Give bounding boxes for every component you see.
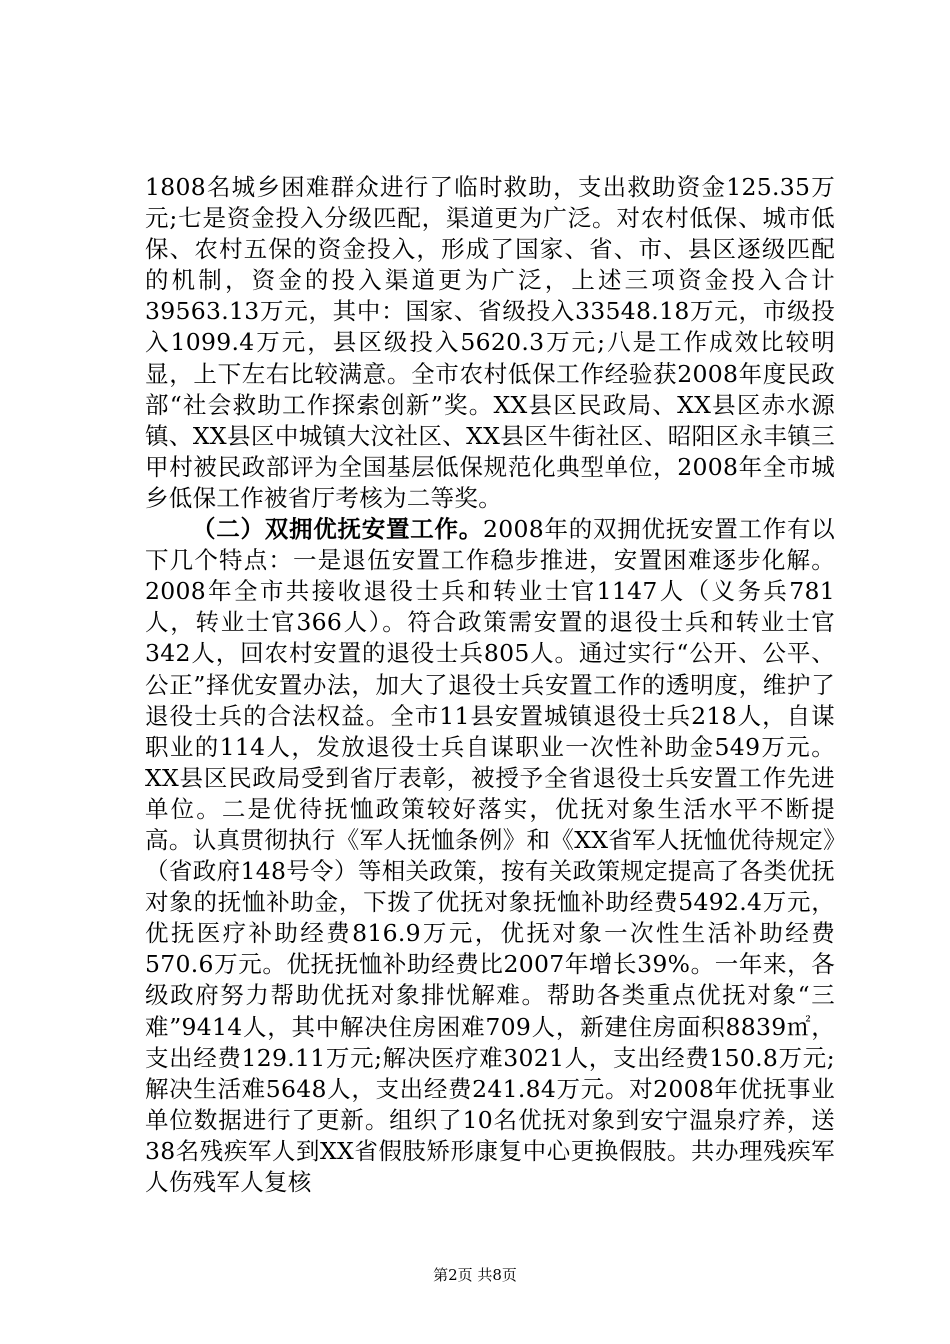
page-indicator: 第2页 共8页 (433, 1266, 517, 1284)
paragraph-1: 1808名城乡困难群众进行了临时救助，支出救助资金125.35万元;七是资金投入分级匹配，渠道更为广泛。对农村低保、城市低保、农村五保的资金投入，形成了国家、省、市、县区逐级匹配的机制，资金的投入渠道更为广泛，上述三项资金投入合计39563.13万元，其中：国家、省级投入33548.18万元，市级投入1099.4万元，县区级投入5620.3万元;八是工作成效比较明显，上下左右比较满意。全市农村低保工作经验获2008年度民政部“社会救助工作探索创新”奖。XX县区民政局、XX县区赤水源镇、XX县区中城镇大汶社区、XX县区牛街社区、昭阳区永丰镇三甲村被民政部评为全国基层低保规范化典型单位，2008年全市城乡低保工作被省厅考核为二等奖。 (145, 173, 835, 512)
section-body: 2008年的双拥优抚安置工作有以下几个特点：一是退伍安置工作稳步推进，安置困难逐步化解。2008年全市共接收退役士兵和转业士官1147人（义务兵781人，转业士官366人）。符合政策需安置的退役士兵和转业士官342人，回农村安置的退役士兵805人。通过实行“公开、公平、公正”择优安置办法，加大了退役士兵安置工作的透明度，维护了退役士兵的合法权益。全市11县安置城镇退役士兵218人，自谋职业的114人，发放退役士兵自谋职业一次性补助金549万元。XX县区民政局受到省厅表彰，被授予全省退役士兵安置工作先进单位。二是优待抚恤政策较好落实，优抚对象生活水平不断提高。认真贯彻执行《军人抚恤条例》和《XX省军人抚恤优待规定》（省政府148号令）等相关政策，按有关政策规定提高了各类优抚对象的抚恤补助金，下拨了优抚对象抚恤补助经费5492.4万元，优抚医疗补助经费816.9万元，优抚对象一次性生活补助经费570.6万元。优抚抚恤补助经费比2007年增长39%。一年来，各级政府努力帮助优抚对象排忧解难。帮助各类重点优抚对象“三难”9414人，其中解决住房困难709人，新建住房面积8839㎡，支出经费129.11万元;解决医疗难3021人，支出经费150.8万元;解决生活难5648人，支出经费241.84万元。对2008年优抚事业单位数据进行了更新。组织了10名优抚对象到安宁温泉疗养，送38名残疾军人到XX省假肢矫形康复中心更换假肢。共办理残疾军人伤残军人复核 (145, 515, 835, 1196)
section-heading: （二）双拥优抚安置工作。 (192, 515, 483, 544)
paragraph-2 (145, 514, 835, 1198)
page-footer (0, 1265, 950, 1285)
document-body (145, 172, 835, 1198)
